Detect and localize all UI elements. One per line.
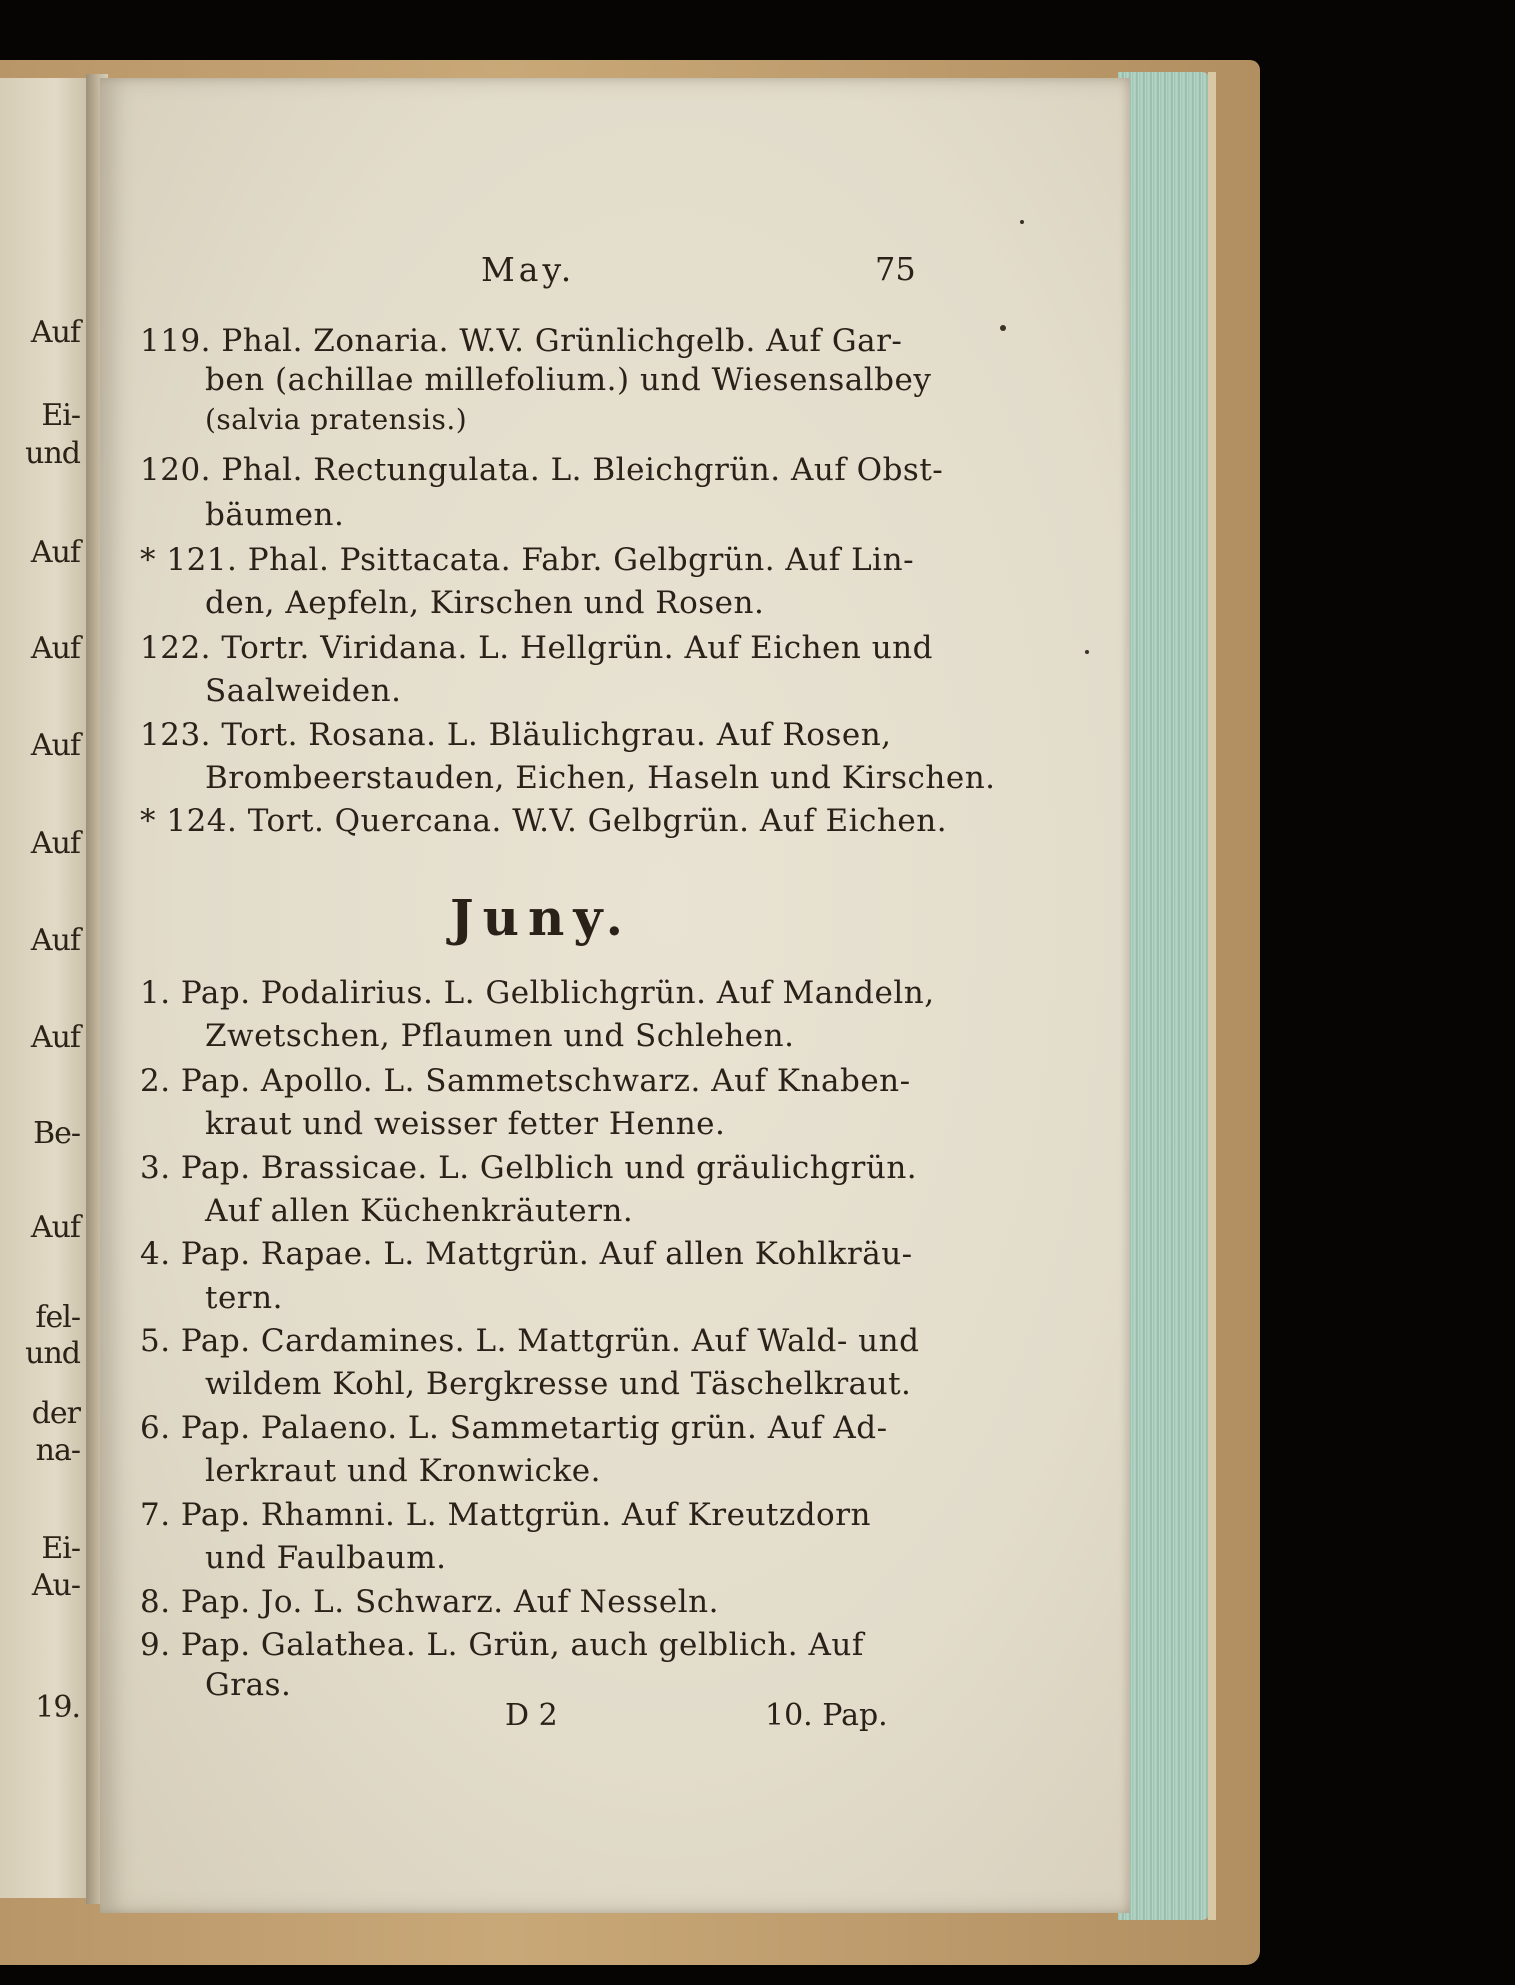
text-line: Brombeerstauden, Eichen, Haseln und Kirschen.	[205, 760, 996, 796]
left-fragment: fel-	[35, 1300, 80, 1335]
left-fragment: Au-	[31, 1568, 80, 1603]
page-number: 75	[875, 250, 916, 288]
catchword: 10. Pap.	[765, 1698, 888, 1733]
running-head: May.	[481, 250, 576, 289]
text-line: wildem Kohl, Bergkresse und Täschelkraut.	[205, 1366, 912, 1402]
left-fragment: Be-	[33, 1116, 80, 1151]
text-line: (salvia pratensis.)	[205, 403, 468, 436]
text-line: Saalweiden.	[205, 673, 402, 709]
left-fragment: Auf	[30, 1020, 80, 1055]
text-line: bäumen.	[205, 497, 345, 533]
text-line: tern.	[205, 1280, 283, 1316]
left-fragment: 19.	[35, 1690, 80, 1725]
ink-speck	[1020, 220, 1024, 224]
text-line: 119. Phal. Zonaria. W.V. Grünlichgelb. Auf Gar-	[140, 323, 903, 359]
left-fragment: und	[25, 1336, 80, 1371]
left-fragment: Auf	[30, 1210, 80, 1245]
text-line: 7. Pap. Rhamni. L. Mattgrün. Auf Kreutzdorn	[140, 1497, 871, 1533]
section-heading: Juny.	[450, 888, 633, 947]
text-line: 1. Pap. Podalirius. L. Gelblichgrün. Auf Mandeln,	[140, 975, 935, 1011]
text-line: 2. Pap. Apollo. L. Sammetschwarz. Auf Knaben-	[140, 1063, 911, 1099]
left-page	[0, 78, 92, 1898]
left-fragment: Auf	[30, 631, 80, 666]
left-fragment: Auf	[30, 923, 80, 958]
ink-speck	[1000, 325, 1006, 331]
text-line: ben (achillae millefolium.) und Wiesensalbey	[205, 362, 932, 398]
text-line: und Faulbaum.	[205, 1540, 447, 1576]
text-line: Gras.	[205, 1667, 292, 1703]
left-fragment: na-	[35, 1433, 80, 1468]
text-line: * 121. Phal. Psittacata. Fabr. Gelbgrün. Auf Lin-	[140, 542, 915, 578]
text-line: * 124. Tort. Quercana. W.V. Gelbgrün. Auf Eichen.	[140, 803, 948, 839]
text-line: Zwetschen, Pflaumen und Schlehen.	[205, 1018, 795, 1054]
left-fragment: Auf	[30, 535, 80, 570]
text-line: 6. Pap. Palaeno. L. Sammetartig grün. Auf Ad-	[140, 1410, 888, 1446]
page-edges	[1118, 72, 1210, 1920]
left-fragment: Ei-	[41, 1531, 80, 1566]
text-line: 5. Pap. Cardamines. L. Mattgrün. Auf Wald- und	[140, 1323, 920, 1359]
left-fragment: Ei-	[41, 398, 80, 433]
left-fragment: Auf	[30, 315, 80, 350]
text-line: 122. Tortr. Viridana. L. Hellgrün. Auf Eichen und	[140, 630, 933, 666]
text-line: kraut und weisser fetter Henne.	[205, 1106, 726, 1142]
text-line: den, Aepfeln, Kirschen und Rosen.	[205, 585, 765, 621]
text-line: 120. Phal. Rectungulata. L. Bleichgrün. Auf Obst-	[140, 452, 944, 488]
left-fragment: Auf	[30, 826, 80, 861]
text-line: Auf allen Küchenkräutern.	[205, 1193, 634, 1229]
signature-mark: D 2	[505, 1698, 558, 1733]
text-line: 8. Pap. Jo. L. Schwarz. Auf Nesseln.	[140, 1584, 719, 1620]
left-fragment: Auf	[30, 728, 80, 763]
text-line: 123. Tort. Rosana. L. Bläulichgrau. Auf Rosen,	[140, 717, 892, 753]
left-fragment: und	[25, 436, 80, 471]
left-fragment: der	[31, 1396, 80, 1431]
text-line: 3. Pap. Brassicae. L. Gelblich und gräulichgrün.	[140, 1150, 918, 1186]
text-line: 4. Pap. Rapae. L. Mattgrün. Auf allen Kohlkräu-	[140, 1236, 913, 1272]
text-line: lerkraut und Kronwicke.	[205, 1453, 601, 1489]
text-line: 9. Pap. Galathea. L. Grün, auch gelblich. Auf	[140, 1627, 864, 1663]
ink-speck	[1085, 650, 1089, 654]
